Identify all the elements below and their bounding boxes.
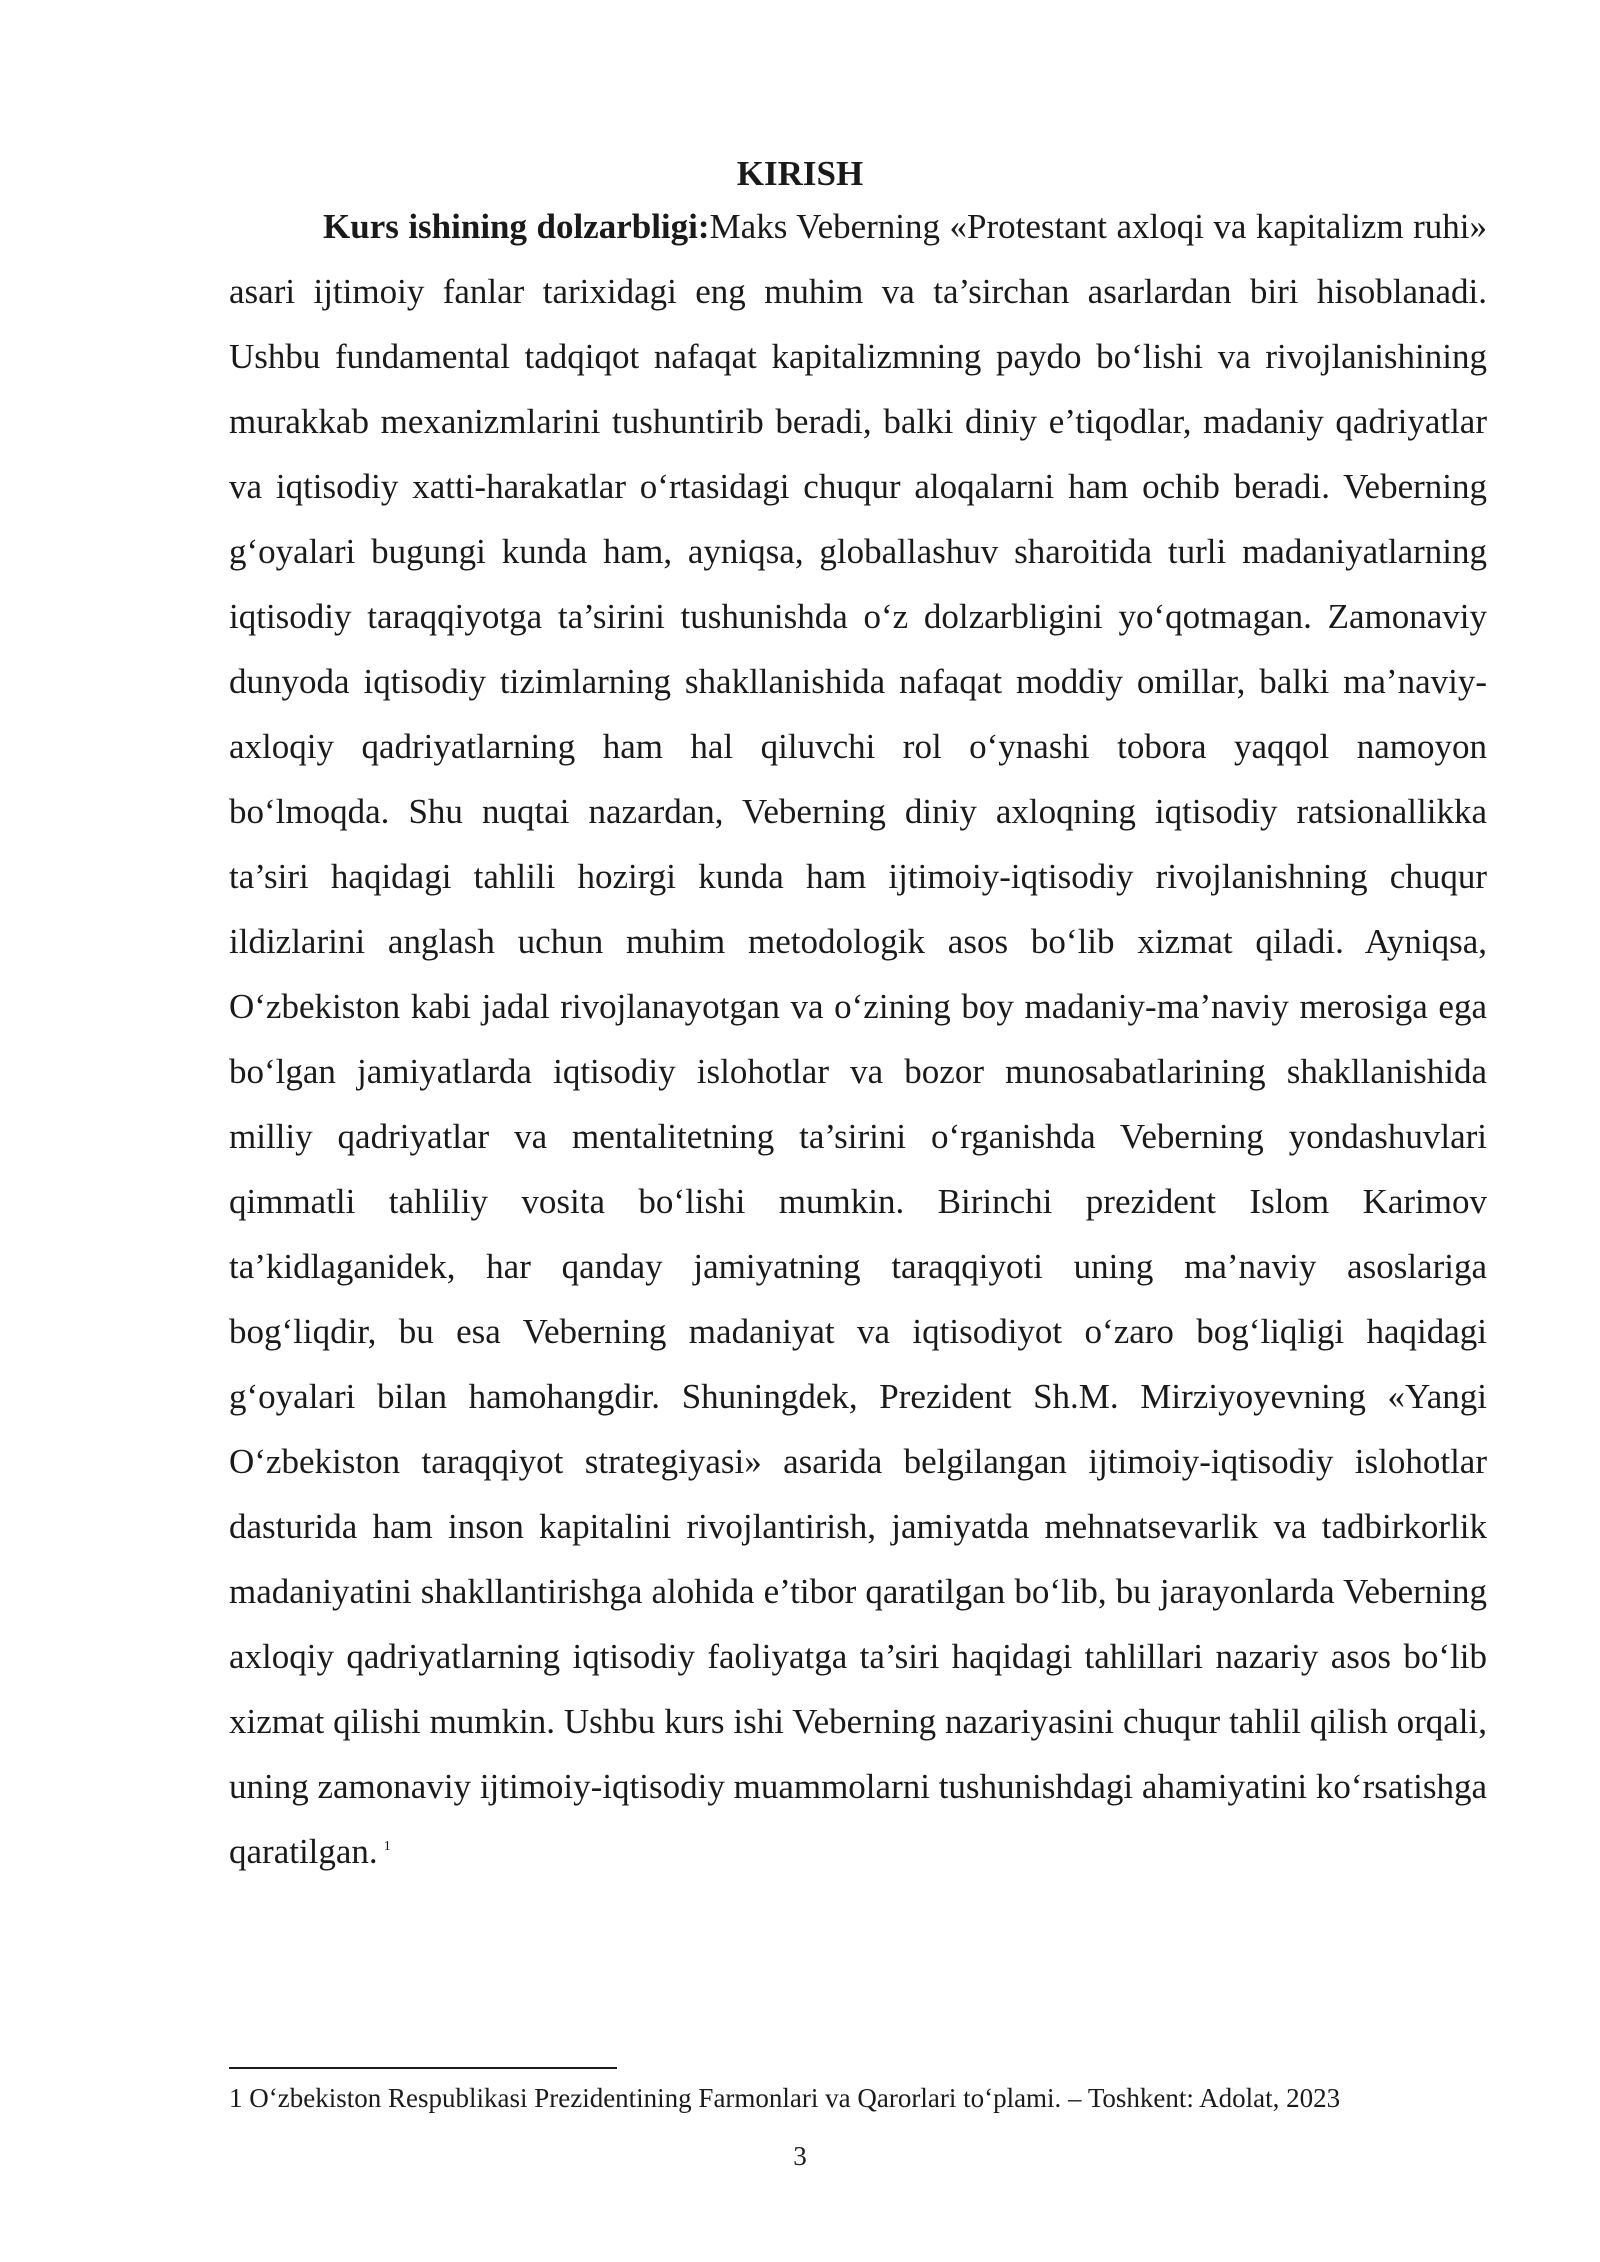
footnote-reference[interactable]: 1 xyxy=(383,1839,391,1855)
paragraph-text: Maks Veberning «Protestant axloqi va kapitalizm ruhi» asari ijtimoiy fanlar tarixidagi eng muhim va ta’sirchan asarlardan biri hisoblanadi. Ushbu fundamental tadqiqot nafaqat kapitalizmning paydo boʻlishi va rivojlanishining murakkab mexanizmlarini tushuntirib beradi, balki diniy e’tiqodlar, madaniy qadriyatlar va iqtisodiy xatti-harakatlar oʻrtasidagi chuqur aloqalarni ham ochib beradi. Veberning gʻoyalari bugungi kunda ham, ayniqsa, globallashuv sharoitida turli madaniyatlarning iqtisodiy taraqqiyotga ta’sirini tushunishda oʻz dolzarbligini yoʻqotmagan. Zamonaviy dunyoda iqtisodiy tizimlarning shakllanishida nafaqat moddiy omillar, balki ma’naviy-axloqiy qadriyatlarning ham hal qiluvchi rol oʻynashi tobora yaqqol namoyon boʻlmoqda. Shu nuqtai nazardan, Veberning diniy axloqning iqtisodiy ratsionallikka ta’siri haqidagi tahlili hozirgi kunda ham ijtimoiy-iqtisodiy rivojlanishning chuqur ildizlarini anglash uchun muhim metodologik asos boʻlib xizmat qiladi. Ayniqsa, Oʻzbekiston kabi jadal rivojlanayotgan va oʻzining boy madaniy-ma’naviy merosiga ega boʻlgan jamiyatlarda iqtisodiy islohotlar va bozor munosabatlarining shakllanishida milliy qadriyatlar va mentalitetning ta’sirini oʻrganishda Veberning yondashuvlari qimmatli tahliliy vosita boʻlishi mumkin. Birinchi prezident Islom Karimov ta’kidlaganidek, har qanday jamiyatning taraqqiyoti uning ma’naviy asoslariga bogʻliqdir, bu esa Veberning madaniyat va iqtisodiyot oʻzaro bogʻliqligi haqidagi gʻoyalari bilan hamohangdir. Shuningdek, Prezident Sh.M. Mirziyoyevning «Yangi Oʻzbekiston taraqqiyot strategiyasi» asarida belgilangan ijtimoiy-iqtisodiy islohotlar dasturida ham inson kapitalini rivojlantirish, jamiyatda mehnatsevarlik va tadbirkorlik madaniyatini shakllantirishga alohida e’tibor qaratilgan boʻlib, bu jarayonlarda Veberning axloqiy qadriyatlarning iqtisodiy faoliyatga ta’siri haqidagi tahlillari nazariy asos boʻlib xizmat qilishi mumkin. Ushbu kurs ishi Veberning nazariyasini chuqur tahlil qilish orqali, uning zamonaviy ijtimoiy-iqtisodiy muammolarni tushunishdagi ahamiyatini koʻrsatishga qaratilgan. xyxy=(229,207,1487,1871)
footnote: 1 Oʻzbekiston Respublikasi Prezidentining Farmonlari va Qarorlari toʻplami. – Toshkent: Adolat, 2023 xyxy=(229,2083,1341,2113)
section-heading: KIRISH xyxy=(736,154,864,193)
body-paragraph xyxy=(229,194,1487,1884)
footnote-separator xyxy=(229,2067,617,2069)
page-number: 3 xyxy=(793,2141,807,2171)
lead-label: Kurs ishining dolzarbligi: xyxy=(323,207,710,246)
